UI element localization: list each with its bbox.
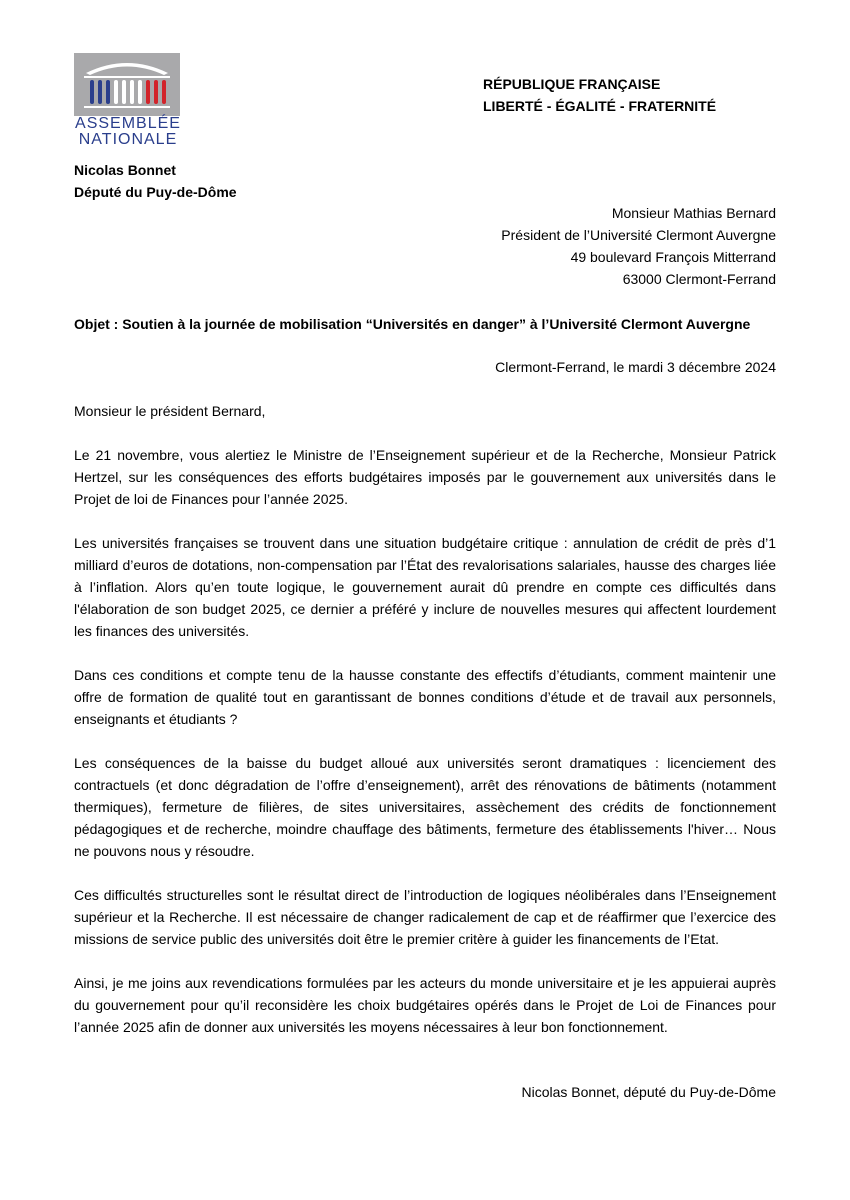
paragraph: Dans ces conditions et compte tenu de la hausse constante des effectifs d’étudiants, comment maintenir une offre de formation de qualité tout en garantissant de bonnes conditions d’étude et de travail aux personnels, enseignants et étudiants ? [74,667,776,727]
recipient-address [501,202,776,290]
recipient-city: 63000 Clermont-Ferrand [622,271,776,287]
sender-block [74,159,237,203]
letter-salutation: Monsieur le président Bernard, [74,403,266,419]
recipient-name: Monsieur Mathias Bernard [611,205,776,221]
sender-name: Nicolas Bonnet [74,162,176,178]
assemblee-nationale-logo [74,53,182,147]
paragraph: Ces difficultés structurelles sont le résultat direct de l’introduction de logiques néolibérales dans l’Enseignement supérieur et la Recherche. Il est nécessaire de changer radicalement de cap et de réaffirmer que l’exercice des missions de service public des universités doit être le premier critère à guider les financements de l’Etat. [74,887,776,947]
republic-line: RÉPUBLIQUE FRANÇAISE [483,76,661,92]
recipient-role: Président de l’Université Clermont Auvergne [501,227,776,243]
republic-header [483,73,716,117]
letter-subject: Objet : Soutien à la journée de mobilisation “Universités en danger” à l’Université Clermont Auvergne [74,316,751,332]
letter-signature: Nicolas Bonnet, député du Puy-de-Dôme [521,1084,776,1100]
letter-body [74,444,776,1060]
sender-title: Député du Puy-de-Dôme [74,184,237,200]
paragraph: Ainsi, je me joins aux revendications formulées par les acteurs du monde universitaire et je les appuierai auprès du gouvernement pour qu’il reconsidère les choix budgétaires opérés dans le Projet de Loi de Finances pour l’année 2025 afin de donner aux universités les moyens nécessaires à leur bon fonctionnement. [74,975,776,1035]
hemicycle-icon [74,53,180,116]
recipient-street: 49 boulevard François Mitterrand [570,249,776,265]
motto-line: LIBERTÉ - ÉGALITÉ - FRATERNITÉ [483,98,717,114]
paragraph: Le 21 novembre, vous alertiez le Ministre de l’Enseignement supérieur et de la Recherche, Monsieur Patrick Hertzel, sur les conséquences des efforts budgétaires imposés par le gouvernement aux universités dans le Projet de loi de Finances pour l’année 2025. [74,447,776,507]
letter-date: Clermont-Ferrand, le mardi 3 décembre 2024 [495,359,776,375]
paragraph: Les conséquences de la baisse du budget alloué aux universités seront dramatiques : licenciement des contractuels (et donc dégradation de l’offre d’enseignement), arrêt des rénovations de bâtiments (notamment thermiques), fermeture de filières, de sites universitaires, assèchement des crédits de fonctionnement pédagogiques et de recherche, moindre chauffage des bâtiments, fermeture des établissements l'hiver… Nous ne pouvons nous y résoudre. [74,755,776,859]
logo-word-nationale: NATIONALE [78,131,178,148]
paragraph: Les universités françaises se trouvent dans une situation budgétaire critique : annulation de crédit de près d’1 milliard d’euros de dotations, non-compensation par l’État des revalorisations salariales, hausse des charges liée à l’inflation. Alors qu’en toute logique, le gouvernement aurait dû prendre en compte ces difficultés dans l'élaboration de son budget 2025, ce dernier a préféré y inclure de nouvelles mesures qui affectent lourdement les finances des universités. [74,535,776,639]
logo-word-assemblee: ASSEMBLÉE [75,115,181,132]
